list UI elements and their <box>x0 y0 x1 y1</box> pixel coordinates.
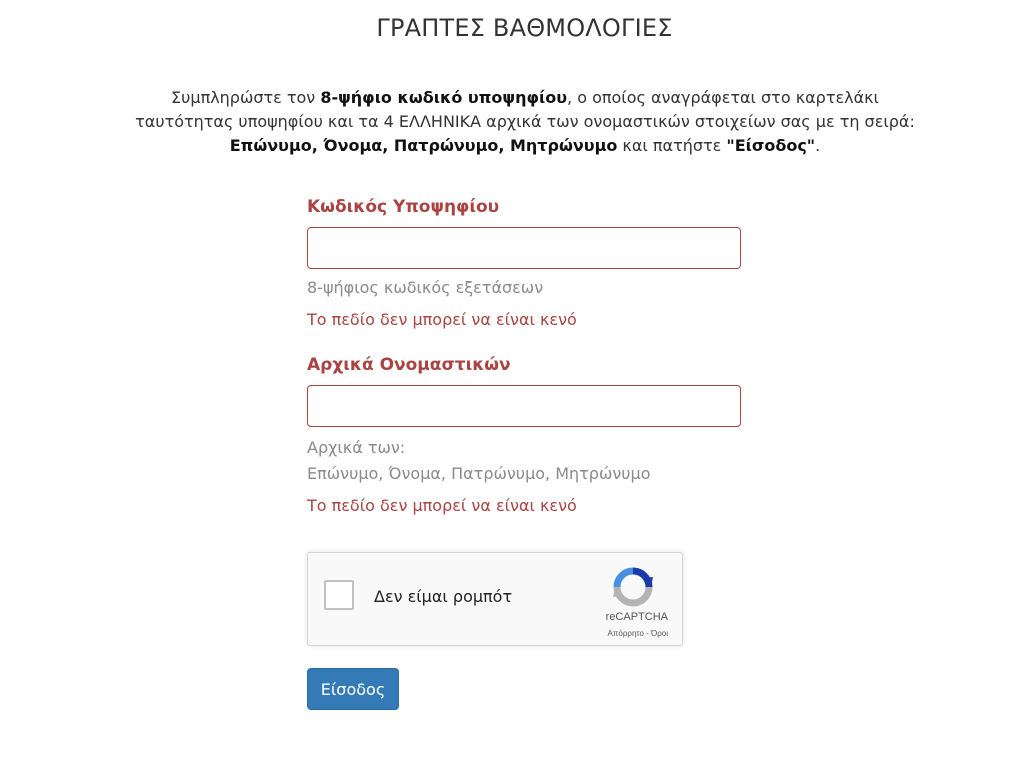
recaptcha-widget <box>307 552 683 646</box>
recaptcha-label: Δεν είμαι ρομπότ <box>374 587 513 606</box>
candidate-code-input[interactable] <box>307 227 741 269</box>
recaptcha-links-separator: - <box>643 629 652 638</box>
initials-label: Αρχικά Ονομαστικών <box>307 355 511 375</box>
code-help-text: 8-ψήφιος κωδικός εξετάσεων <box>307 278 544 297</box>
recaptcha-terms-link[interactable]: Όροι <box>651 629 668 638</box>
page-title: ΓΡΑΠΤΕΣ ΒΑΘΜΟΛΟΓΙΕΣ <box>376 14 673 42</box>
instructions-text-3: και πατήστε <box>617 136 727 155</box>
instructions-text-2: , ο οποίος αναγράφεται στο καρτελάκι ταυτότητας υποψηφίου και τα 4 ΕΛΛΗΝΙΚΑ αρχικά των ονομαστικών στοιχείων σας με τη σειρά: <box>135 88 915 131</box>
instructions-text-4: . <box>815 136 821 155</box>
initials-help-line-2: Επώνυμο, Όνομα, Πατρώνυμο, Μητρώνυμο <box>307 464 651 483</box>
instructions <box>130 86 920 158</box>
login-form <box>307 195 742 519</box>
code-label: Κωδικός Υποψηφίου <box>307 197 500 217</box>
initials-help-line-1: Αρχικά των: <box>307 438 406 457</box>
recaptcha-links <box>608 629 668 638</box>
initials-error-text: Το πεδίο δεν μπορεί να είναι κενό <box>307 496 577 515</box>
recaptcha-logo-icon <box>611 565 655 609</box>
instructions-bold-submit: "Είσοδος" <box>726 136 816 155</box>
initials-input[interactable] <box>307 385 741 427</box>
instructions-bold-names: Επώνυμο, Όνομα, Πατρώνυμο, Μητρώνυμο <box>229 136 618 155</box>
initials-field-group <box>307 353 742 519</box>
recaptcha-checkbox[interactable] <box>324 580 354 610</box>
code-field-group <box>307 195 742 333</box>
recaptcha-brand: reCAPTCHA <box>605 611 668 623</box>
code-error-text: Το πεδίο δεν μπορεί να είναι κενό <box>307 310 577 329</box>
submit-button[interactable]: Είσοδος <box>307 668 399 710</box>
recaptcha-privacy-link[interactable]: Απόρρητο <box>607 629 644 638</box>
instructions-bold-code: 8-ψήφιο κωδικό υποψηφίου <box>320 88 568 107</box>
instructions-text-1: Συμπληρώστε τον <box>171 88 321 107</box>
